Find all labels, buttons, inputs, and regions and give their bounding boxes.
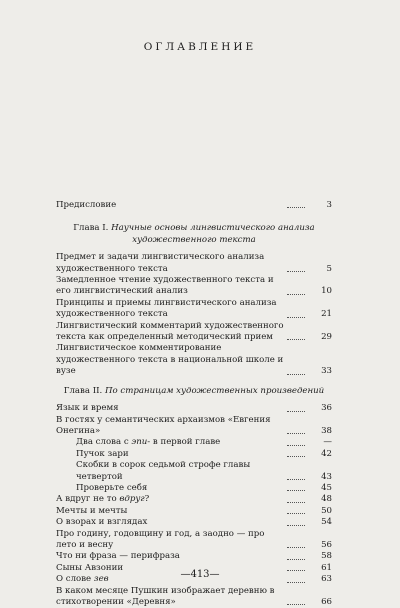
leader-dots	[287, 207, 305, 208]
toc-entry[interactable]	[56, 415, 332, 438]
toc-entry[interactable]	[56, 586, 332, 608]
toc-entry-title: Скобки в сорок седьмой строфе главы четвертой	[76, 460, 251, 482]
leader-dots	[287, 547, 305, 548]
toc-entry[interactable]	[56, 494, 332, 505]
toc-entry-title: О взорах и взглядах	[56, 517, 148, 528]
toc-page-number: 38	[321, 425, 332, 436]
toc-page-number: 63	[321, 574, 332, 585]
toc-entry[interactable]	[56, 529, 332, 552]
toc-entry[interactable]	[56, 298, 332, 321]
toc-page-number: 56	[321, 539, 332, 550]
toc-entry-title: Язык и время	[56, 403, 119, 414]
leader-dots	[287, 456, 305, 457]
toc-page-number: 61	[321, 562, 332, 573]
toc-page-number: 10	[321, 286, 332, 297]
leader-dots	[287, 604, 305, 605]
toc-page-number: 5	[326, 263, 332, 274]
chapter-title: По страницам художественных произведений	[105, 385, 325, 396]
toc-entry-title: Предисловие	[56, 200, 117, 210]
leader-dots	[287, 582, 305, 583]
toc-entry-title: Замедленное чтение художественного текста и его лингвистический анализ	[56, 275, 274, 297]
toc-page-number: 42	[321, 448, 332, 459]
leader-dots	[287, 317, 305, 318]
toc-page-number: —	[323, 437, 332, 448]
page-title: ОГЛАВЛЕНИЕ	[143, 41, 257, 53]
toc-entry-title: Пучок зари	[76, 448, 129, 459]
toc-entry-title: В гостях у семантических архаизмов «Евгения Онегина»	[56, 414, 271, 436]
leader-dots	[287, 411, 305, 412]
toc-entry[interactable]	[56, 275, 332, 298]
toc-entry-title: Что ни фраза — перифраза	[56, 551, 180, 562]
toc-entry-title: Сыны Авзонии	[56, 562, 124, 573]
leader-dots	[287, 294, 305, 295]
table-of-contents	[56, 200, 332, 608]
leader-dots	[287, 445, 305, 446]
toc-entry[interactable]	[56, 449, 332, 460]
leader-dots	[287, 479, 305, 480]
toc-entry[interactable]	[56, 460, 332, 483]
leader-dots	[287, 490, 305, 491]
toc-entry-title: Проверьте себя	[76, 482, 148, 493]
toc-entry-title: Два слова с эпи- в первой главе	[76, 437, 221, 448]
toc-entry-title: Принципы и приемы лингвистического анализа художественного текста	[56, 297, 277, 320]
bleed-through-text	[252, 44, 382, 194]
toc-page-number: 33	[321, 366, 332, 377]
toc-entry[interactable]	[56, 506, 332, 517]
toc-page-number: 43	[321, 471, 332, 482]
chapter-number: Глава II.	[63, 385, 106, 396]
toc-page-number: 66	[321, 597, 332, 607]
toc-page-number: 36	[321, 403, 332, 414]
chapter-heading	[56, 386, 332, 397]
leader-dots	[287, 374, 305, 375]
toc-page-number: 54	[321, 517, 332, 528]
toc-entry[interactable]	[56, 517, 332, 528]
leader-dots	[287, 433, 305, 434]
toc-entry-title: Лингвистическое комментирование художественного текста в национальной школе и вузе	[56, 343, 284, 377]
leader-dots	[287, 271, 305, 272]
toc-entry-title: Мечты и мечты	[56, 505, 128, 516]
chapter-heading	[56, 223, 332, 246]
toc-entry-title: Про годину, годовщину и год, а заодно — про лето и весну	[56, 528, 265, 550]
leader-dots	[287, 502, 305, 503]
toc-entry-title: Предмет и задачи лингвистического анализа художественного текста	[56, 252, 265, 274]
toc-page-number: 29	[321, 332, 332, 343]
toc-entry[interactable]	[56, 343, 332, 377]
leader-dots	[287, 525, 305, 526]
toc-entry-title: А вдруг не то вдруг?	[56, 494, 150, 505]
chapter-number: Глава I.	[73, 223, 112, 234]
toc-page-number: 50	[321, 505, 332, 516]
toc-entry[interactable]	[56, 200, 332, 211]
toc-entry[interactable]	[56, 252, 332, 275]
leader-dots	[287, 339, 305, 340]
toc-entry[interactable]	[56, 483, 332, 494]
toc-entry[interactable]	[56, 403, 332, 414]
toc-page-number: 45	[321, 482, 332, 493]
leader-dots	[287, 559, 305, 560]
toc-entry-title: В каком месяце Пушкин изображает деревню в стихотворении «Деревня»	[56, 585, 275, 607]
toc-page-number: 48	[321, 494, 332, 505]
toc-page-number: 3	[326, 200, 332, 210]
page-number: —413—	[180, 569, 220, 580]
toc-page-number: 58	[321, 551, 332, 562]
chapter-title: Научные основы лингвистического анализа художественного текста	[111, 223, 315, 245]
toc-entry[interactable]	[56, 437, 332, 448]
leader-dots	[287, 513, 305, 514]
toc-entry[interactable]	[56, 321, 332, 344]
toc-entry[interactable]	[56, 551, 332, 562]
toc-entry-title: О слове зев	[56, 574, 109, 585]
toc-page-number: 21	[321, 309, 332, 320]
toc-entry-title: Лингвистический комментарий художественного текста как определенный методический прием	[56, 320, 284, 343]
